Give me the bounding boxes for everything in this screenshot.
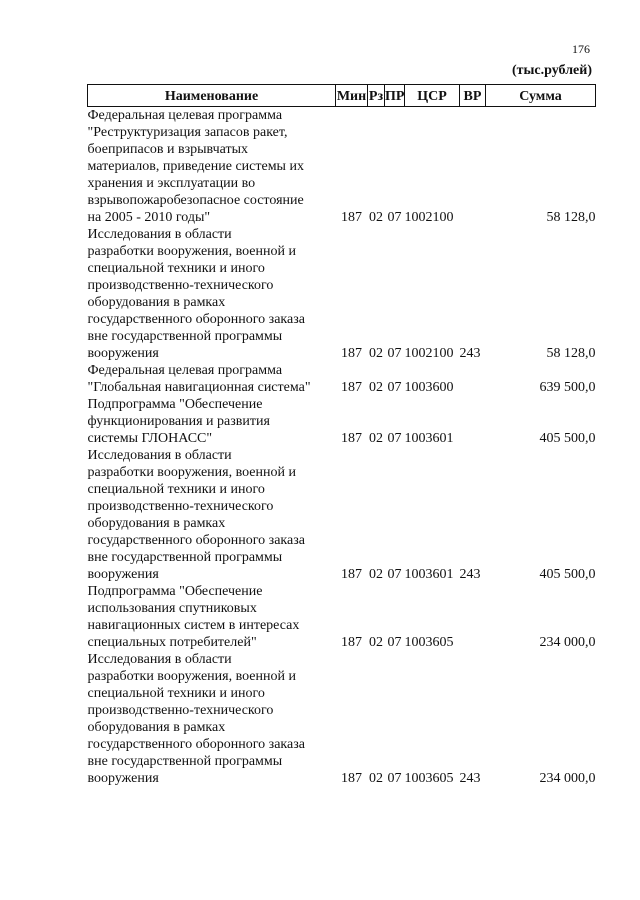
row-name: Подпрограмма "Обеспечение использования спутниковых навигационных систем в интересах специальных потребителей" (87, 584, 300, 650)
row-name-cell (88, 583, 336, 651)
row-name-cell (88, 107, 336, 227)
header-csr: ЦСР (405, 85, 460, 107)
header-rz: Рз (368, 85, 385, 107)
header-name: Наименование (88, 85, 336, 107)
row-min: 187 (341, 380, 362, 395)
page-number: 176 (572, 42, 590, 56)
row-name-cell (88, 651, 336, 787)
row-csr: 1002100 (404, 346, 454, 361)
header-min: Мин (336, 85, 368, 107)
row-name-cell (88, 447, 336, 583)
row-pr: 07 (387, 771, 402, 786)
table-row (88, 226, 596, 362)
row-pr: 07 (387, 431, 402, 446)
row-csr: 1002100 (404, 210, 454, 225)
row-vr: 243 (459, 567, 481, 582)
table-row (88, 396, 596, 447)
table-header-row (88, 85, 596, 107)
row-vr (460, 583, 486, 651)
table-row (88, 362, 596, 396)
header-vr: ВР (460, 85, 486, 107)
row-rz: 02 (369, 431, 383, 446)
row-pr: 07 (387, 346, 402, 361)
row-name: Исследования в области разработки вооружения, военной и специальной техники и иного производственно-технического оборудования в рамках государственного оборонного заказа вне государственной программы вооружения (87, 448, 305, 582)
row-sum: 639 500,0 (539, 380, 596, 395)
row-csr: 1003601 (404, 567, 454, 582)
row-pr: 07 (387, 380, 402, 395)
table-row (88, 651, 596, 787)
row-sum: 405 500,0 (539, 431, 596, 446)
row-min: 187 (341, 210, 362, 225)
row-min: 187 (341, 346, 362, 361)
row-sum: 234 000,0 (539, 635, 596, 650)
row-name: Исследования в области разработки вооружения, военной и специальной техники и иного производственно-технического оборудования в рамках государственного оборонного заказа вне государственной программы вооружения (87, 227, 305, 361)
row-csr: 1003600 (404, 380, 454, 395)
header-sum: Сумма (486, 85, 596, 107)
row-vr (460, 107, 486, 227)
row-pr: 07 (387, 567, 402, 582)
row-name: Подпрограмма "Обеспечение функционирования и развития системы ГЛОНАСС" (87, 397, 270, 446)
row-vr (460, 362, 486, 396)
row-csr: 1003605 (404, 635, 454, 650)
row-rz: 02 (369, 346, 383, 361)
row-csr: 1003605 (404, 771, 454, 786)
table-row (88, 447, 596, 583)
row-csr: 1003601 (404, 431, 454, 446)
row-name-cell (88, 226, 336, 362)
budget-table (87, 84, 596, 787)
units-label: (тыс.рублей) (511, 63, 592, 78)
table-row (88, 107, 596, 227)
row-name-cell (88, 362, 336, 396)
row-name: Исследования в области разработки вооружения, военной и специальной техники и иного производственно-технического оборудования в рамках государственного оборонного заказа вне государственной программы вооружения (87, 652, 305, 786)
row-vr: 243 (459, 346, 481, 361)
row-rz: 02 (369, 635, 383, 650)
row-min: 187 (341, 431, 362, 446)
table-row (88, 583, 596, 651)
row-min: 187 (341, 635, 362, 650)
header-pr: ПР (385, 85, 405, 107)
row-name-cell (88, 396, 336, 447)
row-name: Федеральная целевая программа "Реструктуризация запасов ракет, боеприпасов и взрывчатых материалов, приведение системы их хранения и эксплуатации во взрывопожаробезопасное состояние на 2005 - 2010 годы" (87, 108, 304, 225)
row-sum: 58 128,0 (546, 210, 596, 225)
row-rz: 02 (369, 210, 383, 225)
row-min: 187 (341, 567, 362, 582)
row-sum: 58 128,0 (546, 346, 596, 361)
row-vr: 243 (459, 771, 481, 786)
row-sum: 234 000,0 (539, 771, 596, 786)
row-rz: 02 (369, 567, 383, 582)
row-sum: 405 500,0 (539, 567, 596, 582)
row-name: Федеральная целевая программа "Глобальная навигационная система" (87, 363, 311, 395)
row-min: 187 (341, 771, 362, 786)
row-pr: 07 (387, 635, 402, 650)
row-rz: 02 (369, 771, 383, 786)
row-vr (460, 396, 486, 447)
row-pr: 07 (387, 210, 402, 225)
row-rz: 02 (369, 380, 383, 395)
